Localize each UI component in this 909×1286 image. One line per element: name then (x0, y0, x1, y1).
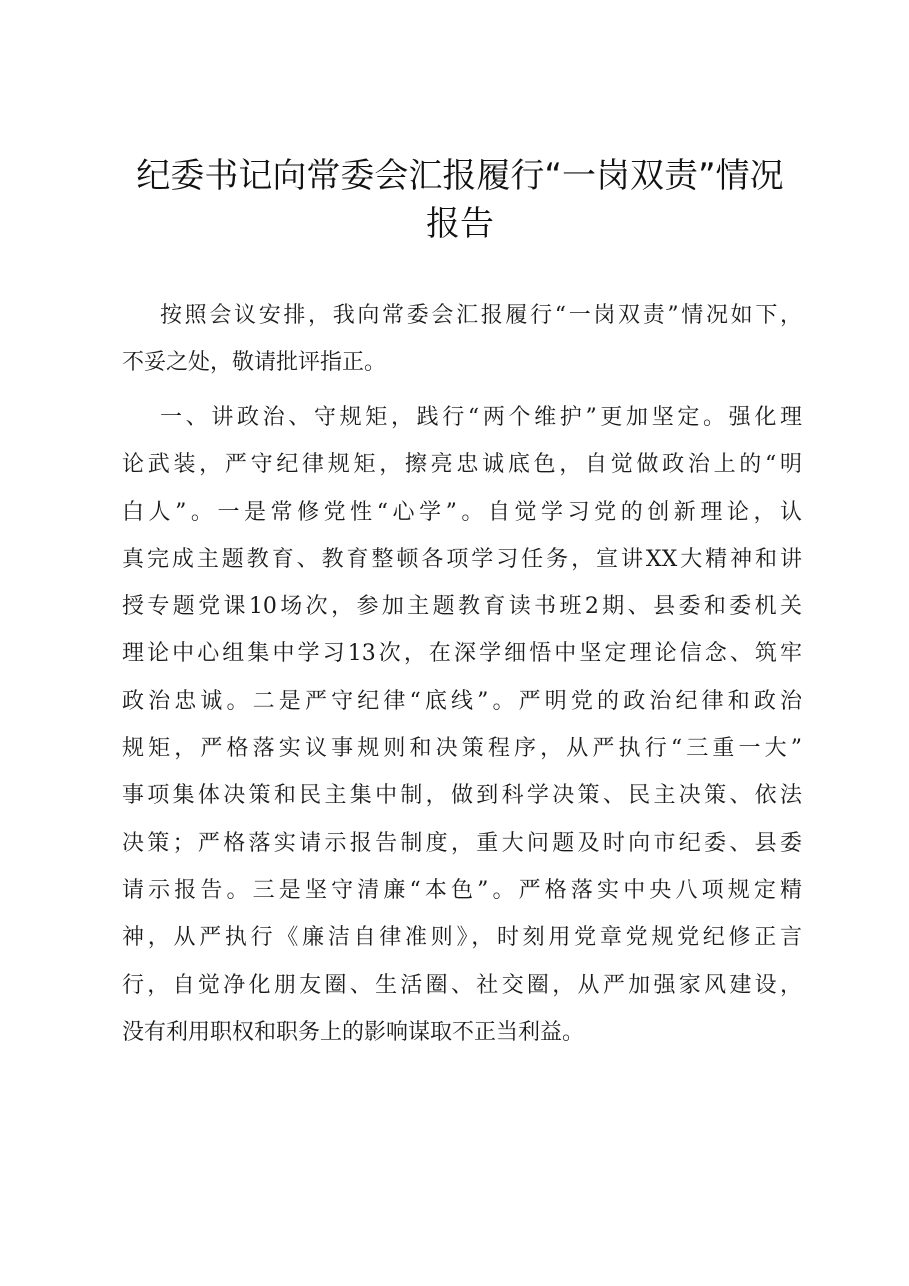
paragraph-line: 白人”。一是常修党性“心学”。自觉学习党的创新理论，认 (122, 499, 802, 525)
paragraph-line: 决策；严格落实请示报告制度，重大问题及时向市纪委、县委 (122, 830, 802, 856)
document-title (110, 152, 810, 248)
paragraph-line: 没有利用职权和职务上的影响谋取不正当利益。 (122, 1019, 585, 1045)
paragraph-line: 神，从严执行《廉洁自律准则》，时刻用党章党规党纪修正言 (122, 925, 802, 951)
paragraph-section-one (122, 394, 802, 1056)
paragraph-line: 真完成主题教育、教育整顿各项学习任务，宣讲XX大精神和讲 (122, 546, 802, 572)
paragraph-line: 事项集体决策和民主集中制，做到科学决策、民主决策、依法 (122, 783, 802, 809)
paragraph-line: 请示报告。三是坚守清廉“本色”。严格落实中央八项规定精 (122, 877, 802, 903)
paragraph-line: 论武装，严守纪律规矩，擦亮忠诚底色，自觉做政治上的“明 (122, 452, 802, 478)
paragraph-line: 规矩，严格落实议事规则和决策程序，从严执行“三重一大” (122, 736, 802, 762)
paragraph-line: 行，自觉净化朋友圈、生活圈、社交圈，从严加强家风建设， (122, 972, 802, 998)
title-line: 报告 (426, 204, 494, 244)
paragraph-line: 不妥之处，敬请批评指正。 (122, 350, 387, 376)
paragraph-line: 按照会议安排，我向常委会汇报履行“一岗双责”情况如下， (160, 303, 802, 328)
paragraph-intro (122, 292, 802, 387)
paragraph-line: 理论中心组集中学习13次，在深学细悟中坚定理论信念、筑牢 (122, 641, 802, 667)
paragraph-line: 一、讲政治、守规矩，践行“两个维护”更加坚定。强化理 (160, 405, 802, 430)
paragraph-line: 政治忠诚。二是严守纪律“底线”。严明党的政治纪律和政治 (122, 688, 802, 714)
title-line: 纪委书记向常委会汇报履行“一岗双责”情况 (136, 156, 784, 196)
paragraph-line: 授专题党课10场次，参加主题教育读书班2期、县委和委机关 (122, 594, 802, 620)
